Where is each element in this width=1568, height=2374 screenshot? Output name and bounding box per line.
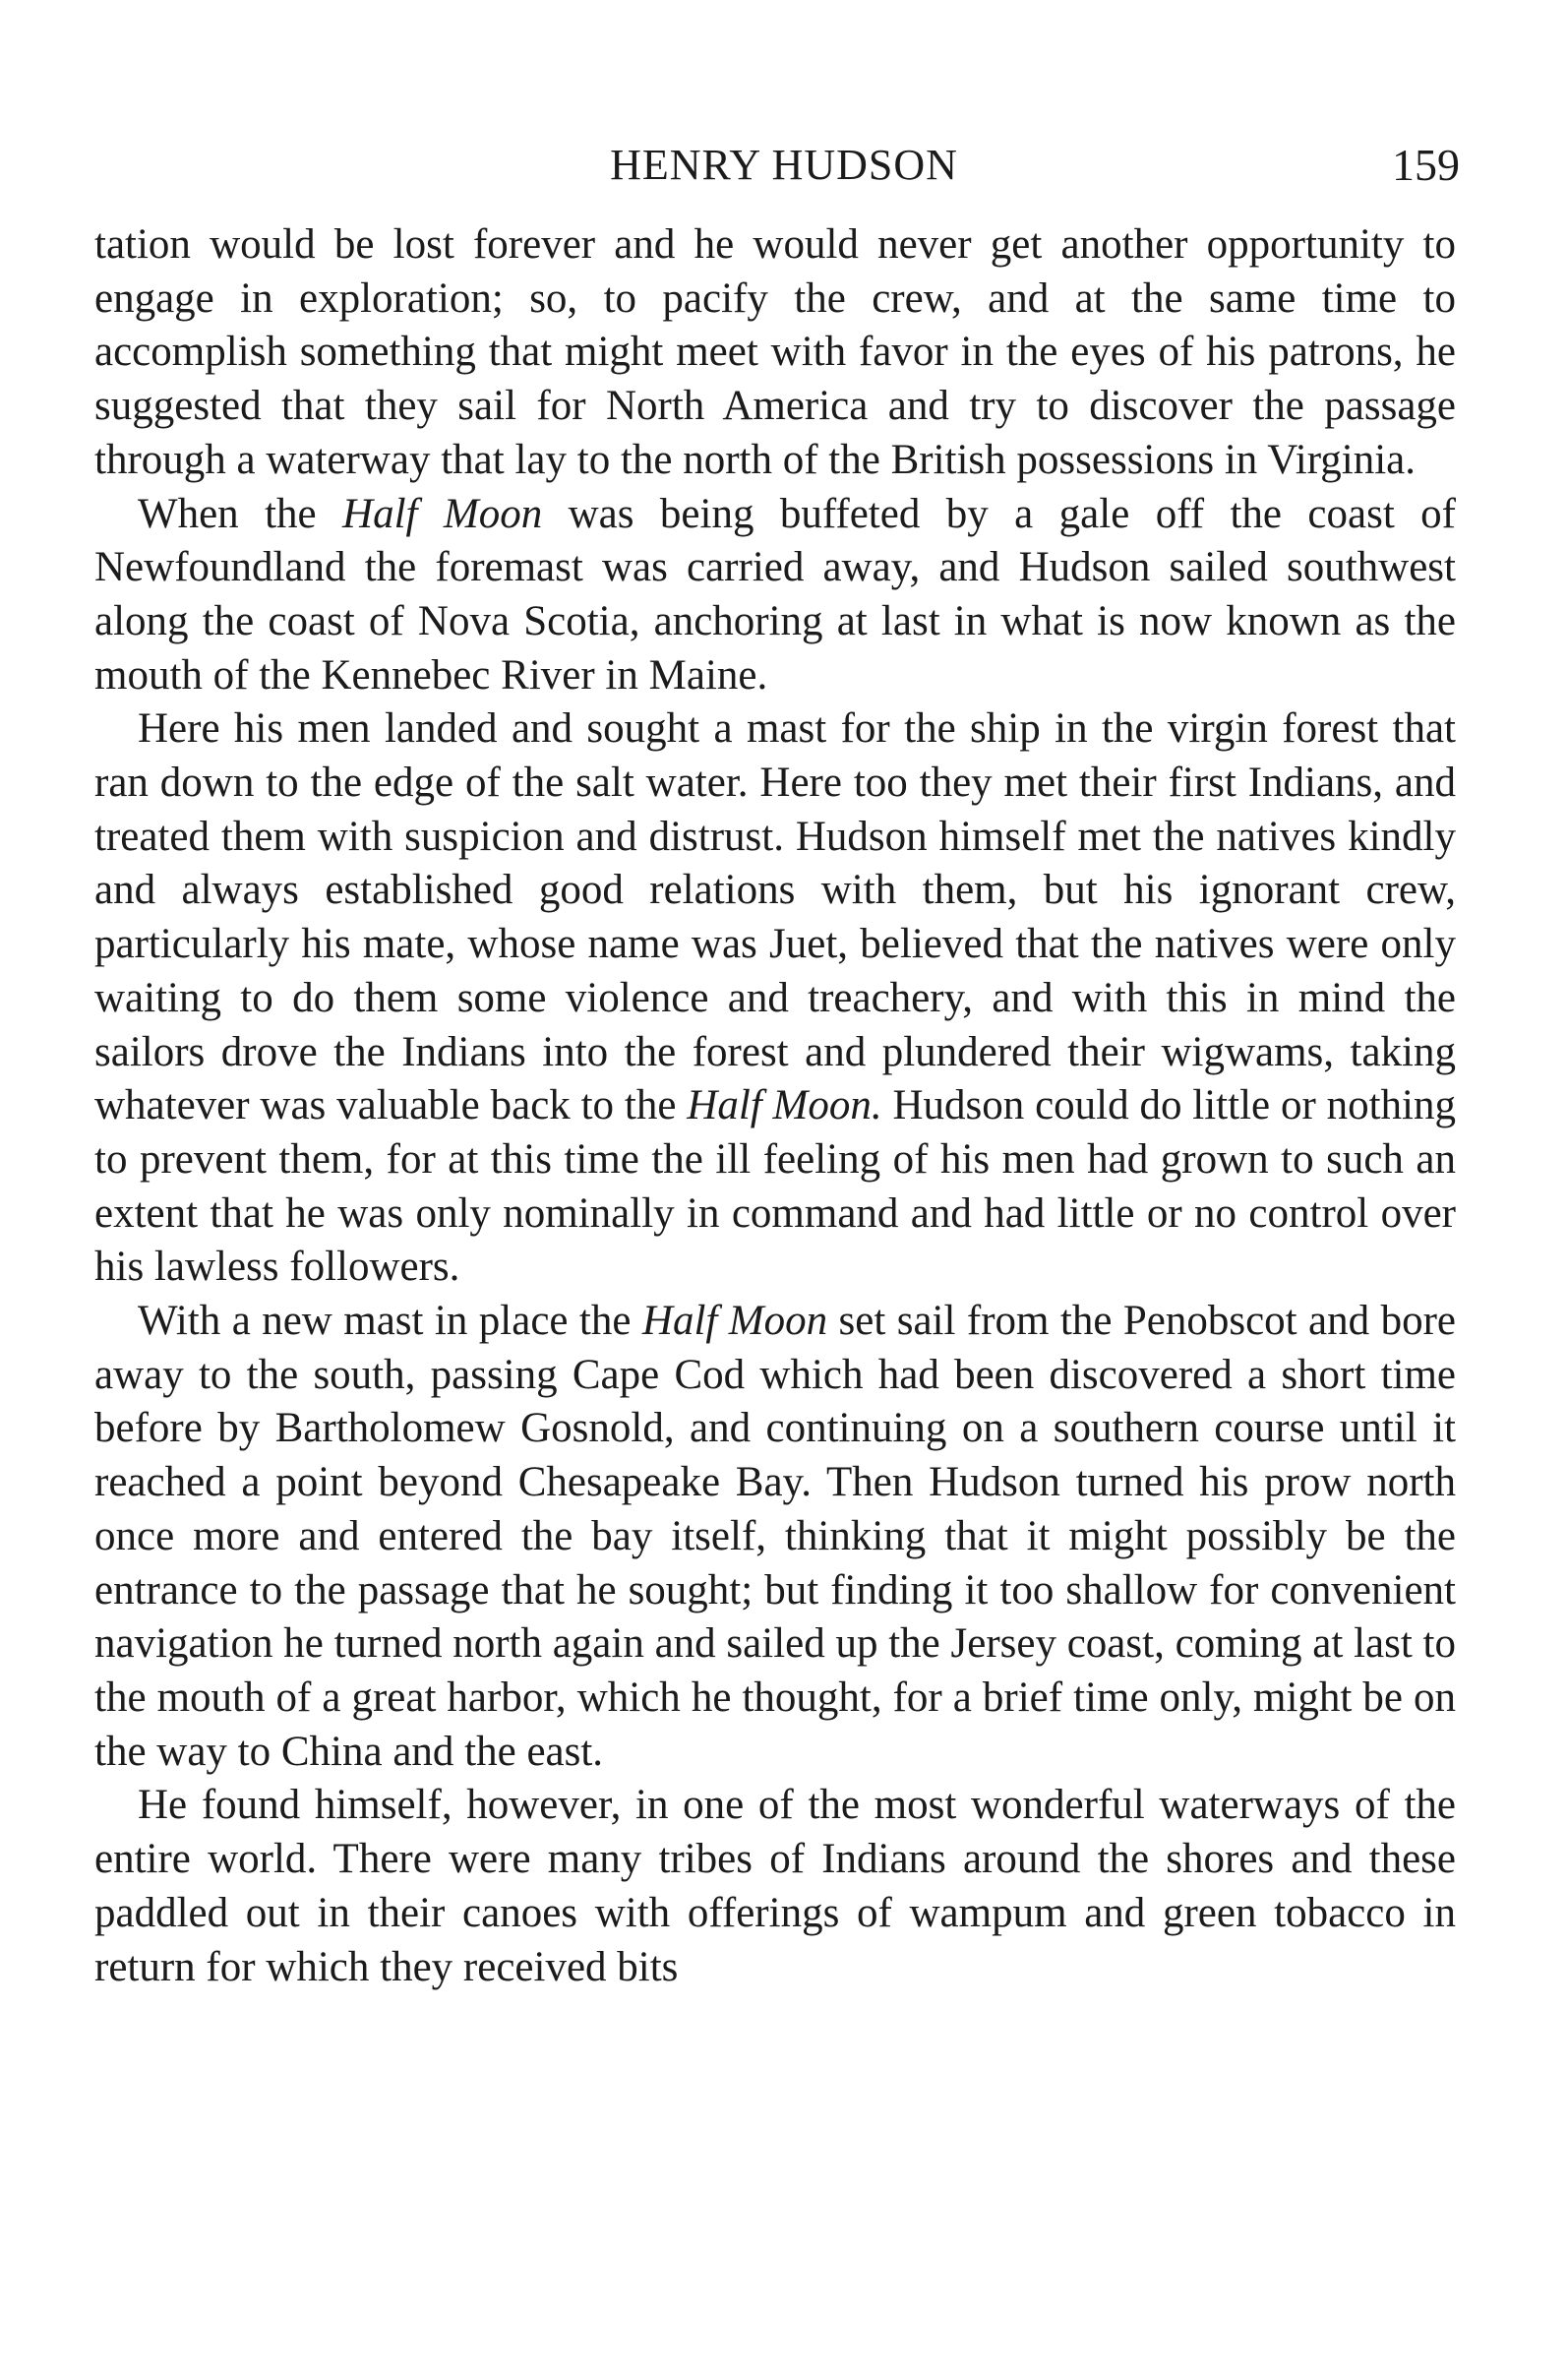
paragraph-3 bbox=[94, 702, 1456, 1295]
paragraph-4 bbox=[94, 1295, 1456, 1779]
paragraph-text: Hudson could do little or nothing to prevent them, for at this time the ill feeling of his men had grown to such an extent that he was only nominally in command and had little or no control over his lawless followers. bbox=[94, 1082, 1456, 1291]
body-text bbox=[94, 218, 1456, 1994]
paragraph-text: When the bbox=[138, 490, 343, 537]
paragraph-1 bbox=[94, 218, 1456, 488]
ship-name: Half Moon bbox=[641, 1298, 828, 1345]
paragraph-2 bbox=[94, 488, 1456, 703]
page-header bbox=[0, 136, 1568, 195]
paragraph-5 bbox=[94, 1779, 1456, 1994]
paragraph-text: He found himself, however, in one of the most wonderful waterways of the entire world. There were many tribes of Indians around the shores and these paddled out in their canoes with offerings of wampum and green tobacco in return for which they received bits bbox=[94, 1782, 1456, 1990]
ship-name: Half Moon. bbox=[687, 1082, 882, 1129]
paragraph-text: With a new mast in place the bbox=[138, 1298, 642, 1345]
page-number: 159 bbox=[1392, 140, 1460, 190]
paragraph-text: tation would be lost forever and he would never get another opportunity to engage in exploration; so, to pacify the crew, and at the same time to accomplish something that might meet with favor in the eyes of his patrons, he suggested that they sail for North America and try to discover the passage through a waterway that lay to the north of the British possessions in Virginia. bbox=[94, 221, 1456, 483]
paragraph-text: set sail from the Penobscot and bore away to the south, passing Cape Cod which had been discovered a short time before by Bartholomew Gosnold, and continuing on a southern course until it reached a point beyond Chesapeake Bay. Then Hudson turned his prow north once more and entered the bay itself, thinking that it might possibly be the entrance to the passage that he sought; but finding it too shallow for convenient navigation he turned north again and sailed up the Jersey coast, coming at last to the mouth of a great harbor, which he thought, for a brief time only, might be on the way to China and the east. bbox=[94, 1298, 1456, 1775]
paragraph-text: was being buffeted by a gale off the coast of Newfoundland the foremast was carried away, and Hudson sailed southwest along the coast of Nova Scotia, anchoring at last in what is now known as the mouth of the Kennebec River in Maine. bbox=[94, 490, 1456, 699]
running-head: HENRY HUDSON bbox=[610, 141, 958, 189]
paragraph-text: Here his men landed and sought a mast for the ship in the virgin forest that ran down to the edge of the salt water. Here too they met their first Indians, and treated them with suspicion and distrust. Hudson himself met the natives kindly and always established good relations with them, but his ignorant crew, particularly his mate, whose name was Juet, believed that the natives were only waiting to do them some violence and treachery, and with this in mind the sailors drove the Indians into the forest and plundered their wigwams, taking whatever was valuable back to the bbox=[94, 705, 1456, 1129]
ship-name: Half Moon bbox=[342, 490, 543, 537]
